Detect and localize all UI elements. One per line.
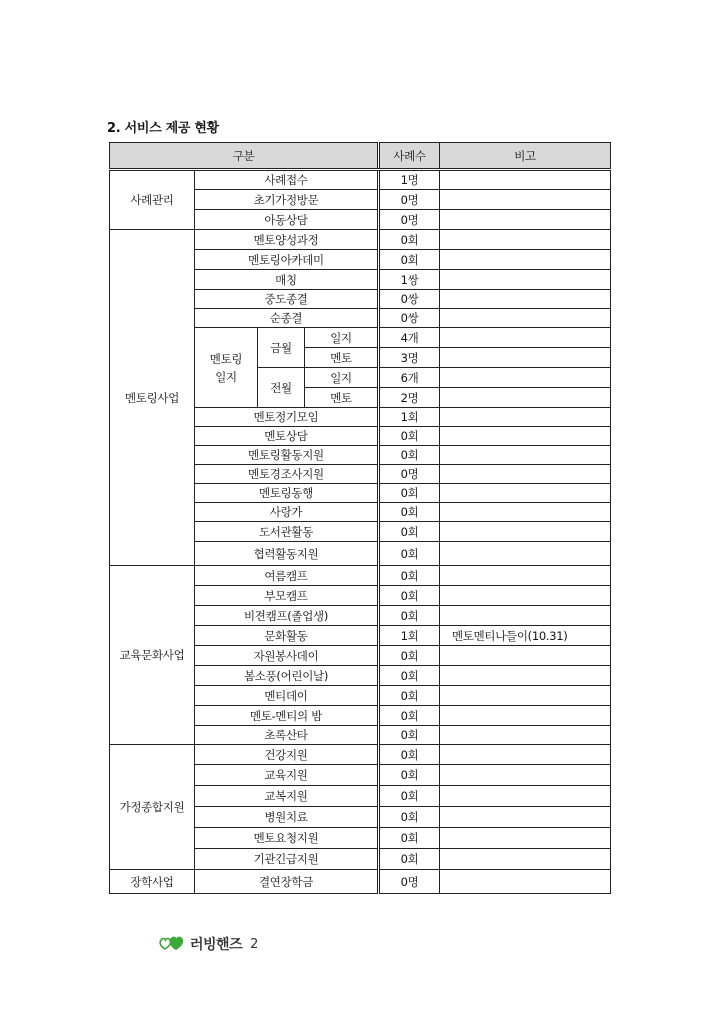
count-cell: 0회 bbox=[379, 427, 440, 446]
count-cell: 0회 bbox=[379, 765, 440, 786]
item-label: 멘토링아카데미 bbox=[195, 250, 379, 270]
item-label: 교복지원 bbox=[195, 786, 379, 807]
item-label: 비젼캠프(졸업생) bbox=[195, 606, 379, 626]
item-label: 협력활동지원 bbox=[195, 542, 379, 566]
page-number: 2 bbox=[250, 936, 259, 952]
table-row bbox=[110, 230, 611, 250]
group-label: 교육문화사업 bbox=[110, 566, 195, 745]
note-cell bbox=[440, 765, 611, 786]
note-cell bbox=[440, 849, 611, 870]
log-label: 멘토링 일지 bbox=[195, 328, 258, 408]
item-label: 순종결 bbox=[195, 309, 379, 328]
note-cell bbox=[440, 828, 611, 849]
count-cell: 0회 bbox=[379, 566, 440, 586]
count-cell: 1쌍 bbox=[379, 270, 440, 290]
item-label: 초기가정방문 bbox=[195, 190, 379, 210]
note-cell bbox=[440, 503, 611, 522]
item-label: 초록산타 bbox=[195, 726, 379, 745]
logo-text: 러빙핸즈 bbox=[190, 937, 243, 953]
item-label: 봄소풍(어린이날) bbox=[195, 666, 379, 686]
item-label: 문화활동 bbox=[195, 626, 379, 646]
group-label: 멘토링사업 bbox=[110, 230, 195, 566]
sub-label: 일지 bbox=[305, 368, 379, 388]
count-cell: 0회 bbox=[379, 646, 440, 666]
count-cell: 0명 bbox=[379, 465, 440, 484]
item-label: 교육지원 bbox=[195, 765, 379, 786]
item-label: 기관긴급지원 bbox=[195, 849, 379, 870]
table-row bbox=[110, 566, 611, 586]
count-cell: 0명 bbox=[379, 190, 440, 210]
note-cell bbox=[440, 328, 611, 348]
note-cell bbox=[440, 170, 611, 190]
item-label: 멘토요청지원 bbox=[195, 828, 379, 849]
note-cell bbox=[440, 566, 611, 586]
count-cell: 3명 bbox=[379, 348, 440, 368]
note-cell bbox=[440, 484, 611, 503]
count-cell: 0회 bbox=[379, 446, 440, 465]
note-cell: 멘토멘티나들이(10.31) bbox=[440, 626, 611, 646]
table-row bbox=[110, 870, 611, 894]
loving-hands-logo-icon bbox=[158, 932, 186, 956]
sub-label: 멘토 bbox=[305, 348, 379, 368]
count-cell: 0회 bbox=[379, 606, 440, 626]
item-label: 건강지원 bbox=[195, 745, 379, 765]
item-label: 멘토-멘티의 밤 bbox=[195, 706, 379, 726]
page-footer bbox=[158, 932, 258, 956]
item-label: 병원치료 bbox=[195, 807, 379, 828]
count-cell: 0회 bbox=[379, 586, 440, 606]
count-cell: 0회 bbox=[379, 484, 440, 503]
item-label: 멘토상담 bbox=[195, 427, 379, 446]
count-cell: 1회 bbox=[379, 626, 440, 646]
note-cell bbox=[440, 666, 611, 686]
note-cell bbox=[440, 210, 611, 230]
count-cell: 0회 bbox=[379, 745, 440, 765]
count-cell: 0회 bbox=[379, 686, 440, 706]
item-label: 자원봉사데이 bbox=[195, 646, 379, 666]
count-cell: 0회 bbox=[379, 849, 440, 870]
count-cell: 0쌍 bbox=[379, 290, 440, 309]
header-category: 구분 bbox=[110, 143, 379, 170]
header-count: 사례수 bbox=[379, 143, 440, 170]
note-cell bbox=[440, 348, 611, 368]
group-label: 사례관리 bbox=[110, 170, 195, 230]
header-note: 비고 bbox=[440, 143, 611, 170]
item-label: 멘토링동행 bbox=[195, 484, 379, 503]
note-cell bbox=[440, 522, 611, 542]
note-cell bbox=[440, 368, 611, 388]
item-label: 결연장학금 bbox=[195, 870, 379, 894]
month-label: 금월 bbox=[258, 328, 305, 368]
count-cell: 0회 bbox=[379, 666, 440, 686]
service-status-table bbox=[109, 142, 611, 894]
note-cell bbox=[440, 726, 611, 745]
item-label: 멘토양성과정 bbox=[195, 230, 379, 250]
item-label: 매칭 bbox=[195, 270, 379, 290]
note-cell bbox=[440, 309, 611, 328]
note-cell bbox=[440, 542, 611, 566]
note-cell bbox=[440, 190, 611, 210]
note-cell bbox=[440, 408, 611, 427]
item-label: 부모캠프 bbox=[195, 586, 379, 606]
count-cell: 1명 bbox=[379, 170, 440, 190]
count-cell: 0회 bbox=[379, 522, 440, 542]
item-label: 사랑가 bbox=[195, 503, 379, 522]
item-label: 멘티데이 bbox=[195, 686, 379, 706]
table-header-row bbox=[110, 143, 611, 170]
note-cell bbox=[440, 745, 611, 765]
count-cell: 4개 bbox=[379, 328, 440, 348]
table-row bbox=[110, 745, 611, 765]
count-cell: 2명 bbox=[379, 388, 440, 408]
note-cell bbox=[440, 606, 611, 626]
item-label: 여름캠프 bbox=[195, 566, 379, 586]
note-cell bbox=[440, 706, 611, 726]
count-cell: 0회 bbox=[379, 542, 440, 566]
count-cell: 6개 bbox=[379, 368, 440, 388]
section-title: 2. 서비스 제공 현황 bbox=[107, 121, 219, 136]
count-cell: 0명 bbox=[379, 870, 440, 894]
count-cell: 0회 bbox=[379, 807, 440, 828]
group-label: 장학사업 bbox=[110, 870, 195, 894]
count-cell: 0쌍 bbox=[379, 309, 440, 328]
note-cell bbox=[440, 230, 611, 250]
note-cell bbox=[440, 427, 611, 446]
sub-label: 일지 bbox=[305, 328, 379, 348]
count-cell: 0회 bbox=[379, 250, 440, 270]
note-cell bbox=[440, 270, 611, 290]
count-cell: 0회 bbox=[379, 828, 440, 849]
sub-label: 멘토 bbox=[305, 388, 379, 408]
note-cell bbox=[440, 388, 611, 408]
note-cell bbox=[440, 870, 611, 894]
month-label: 전월 bbox=[258, 368, 305, 408]
item-label: 멘토경조사지원 bbox=[195, 465, 379, 484]
note-cell bbox=[440, 786, 611, 807]
count-cell: 0명 bbox=[379, 210, 440, 230]
count-cell: 0회 bbox=[379, 503, 440, 522]
note-cell bbox=[440, 465, 611, 484]
note-cell bbox=[440, 807, 611, 828]
item-label: 아동상담 bbox=[195, 210, 379, 230]
table-row bbox=[110, 170, 611, 190]
count-cell: 1회 bbox=[379, 408, 440, 427]
count-cell: 0회 bbox=[379, 786, 440, 807]
note-cell bbox=[440, 250, 611, 270]
item-label: 사례접수 bbox=[195, 170, 379, 190]
count-cell: 0회 bbox=[379, 706, 440, 726]
note-cell bbox=[440, 446, 611, 465]
note-cell bbox=[440, 290, 611, 309]
note-cell bbox=[440, 646, 611, 666]
note-cell bbox=[440, 586, 611, 606]
count-cell: 0회 bbox=[379, 726, 440, 745]
item-label: 멘토정기모임 bbox=[195, 408, 379, 427]
count-cell: 0회 bbox=[379, 230, 440, 250]
note-cell bbox=[440, 686, 611, 706]
item-label: 도서관활동 bbox=[195, 522, 379, 542]
item-label: 멘토링활동지원 bbox=[195, 446, 379, 465]
group-label: 가정종합지원 bbox=[110, 745, 195, 870]
item-label: 중도종결 bbox=[195, 290, 379, 309]
